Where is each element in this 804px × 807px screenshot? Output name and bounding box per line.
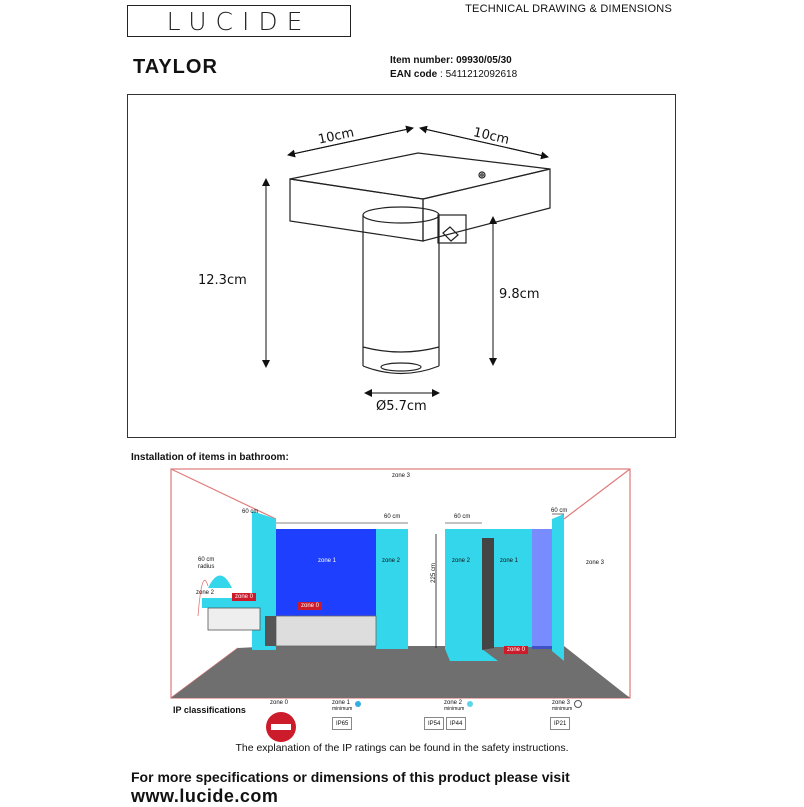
more-info-text: For more specifications or dimensions of this product please visit xyxy=(131,769,570,785)
dim-diameter: Ø5.7cm xyxy=(376,399,427,414)
bathroom-heading: Installation of items in bathroom: xyxy=(131,452,289,463)
ip-zone3-rating: IP21 xyxy=(550,717,570,730)
website-link[interactable]: www.lucide.com xyxy=(131,786,279,806)
ean-label: EAN code xyxy=(390,69,438,80)
zone2-shower-label: zone 2 xyxy=(452,558,471,564)
product-drawing xyxy=(128,95,674,436)
zone2-dot-icon xyxy=(467,701,473,707)
zone1-bath-label: zone 1 xyxy=(318,558,337,564)
radius-word: radius xyxy=(198,564,215,570)
brand-logo: LUCIDE xyxy=(127,5,351,37)
ip-zone3-label: zone 3 xyxy=(552,700,571,706)
ean-value: : 5411212092618 xyxy=(440,69,518,80)
zone2-bath-label: zone 2 xyxy=(382,558,401,564)
radius-60-label: 60 cm xyxy=(198,557,215,563)
ip-zone2-rating-a: IP54 xyxy=(424,717,444,730)
ip-zone2-label: zone 2 xyxy=(444,700,463,706)
ip-zone1-label: zone 1 xyxy=(332,700,351,706)
dist-60-shower: 60 cm xyxy=(454,514,471,520)
zone0-basin-badge: zone 0 xyxy=(232,593,256,601)
item-number-label: Item number: xyxy=(390,55,454,66)
dim-width-right: 10cm xyxy=(471,125,511,148)
zone0-shower-badge: zone 0 xyxy=(504,646,528,654)
zone1-dot-icon xyxy=(355,701,361,707)
dim-total-height: 12.3cm xyxy=(198,273,247,288)
item-number-value: 09930/05/30 xyxy=(456,55,512,66)
ip-zone0-label: zone 0 xyxy=(270,700,289,706)
product-name: TAYLOR xyxy=(133,56,218,78)
ip-zone1-rating: IP65 xyxy=(332,717,352,730)
ip-zone1-sub: minimum xyxy=(332,706,353,712)
height-225-label: 225 cm xyxy=(430,563,437,583)
zone0-bath-badge: zone 0 xyxy=(298,602,322,610)
item-number-row xyxy=(390,55,512,66)
ean-row xyxy=(390,69,517,80)
dim-width-left: 10cm xyxy=(316,125,356,148)
ip-classifications-heading: IP classifications xyxy=(173,705,246,715)
ip-explanation-note: The explanation of the IP ratings can be found in the safety instructions. xyxy=(235,742,569,754)
ip-zone3-sub: minimum xyxy=(552,706,573,712)
document-title: TECHNICAL DRAWING & DIMENSIONS xyxy=(465,3,672,15)
zone3-dot-icon xyxy=(574,700,582,708)
dist-60-left: 60 cm xyxy=(242,509,259,515)
zone3-right-label: zone 3 xyxy=(586,560,605,566)
zone3-top-label: zone 3 xyxy=(392,473,411,479)
bathroom-zones-illustration xyxy=(168,466,633,702)
zone1-shower-label: zone 1 xyxy=(500,558,519,564)
dist-60-right: 60 cm xyxy=(551,508,568,514)
ip-zone2-rating-b: IP44 xyxy=(446,717,466,730)
technical-drawing-frame xyxy=(127,94,676,438)
zone2-basin-label: zone 2 xyxy=(196,590,215,596)
dim-tube-height: 9.8cm xyxy=(499,287,540,302)
dist-60-bath: 60 cm xyxy=(384,514,401,520)
no-entry-icon xyxy=(266,712,296,742)
ip-zone2-sub: minimum xyxy=(444,706,465,712)
